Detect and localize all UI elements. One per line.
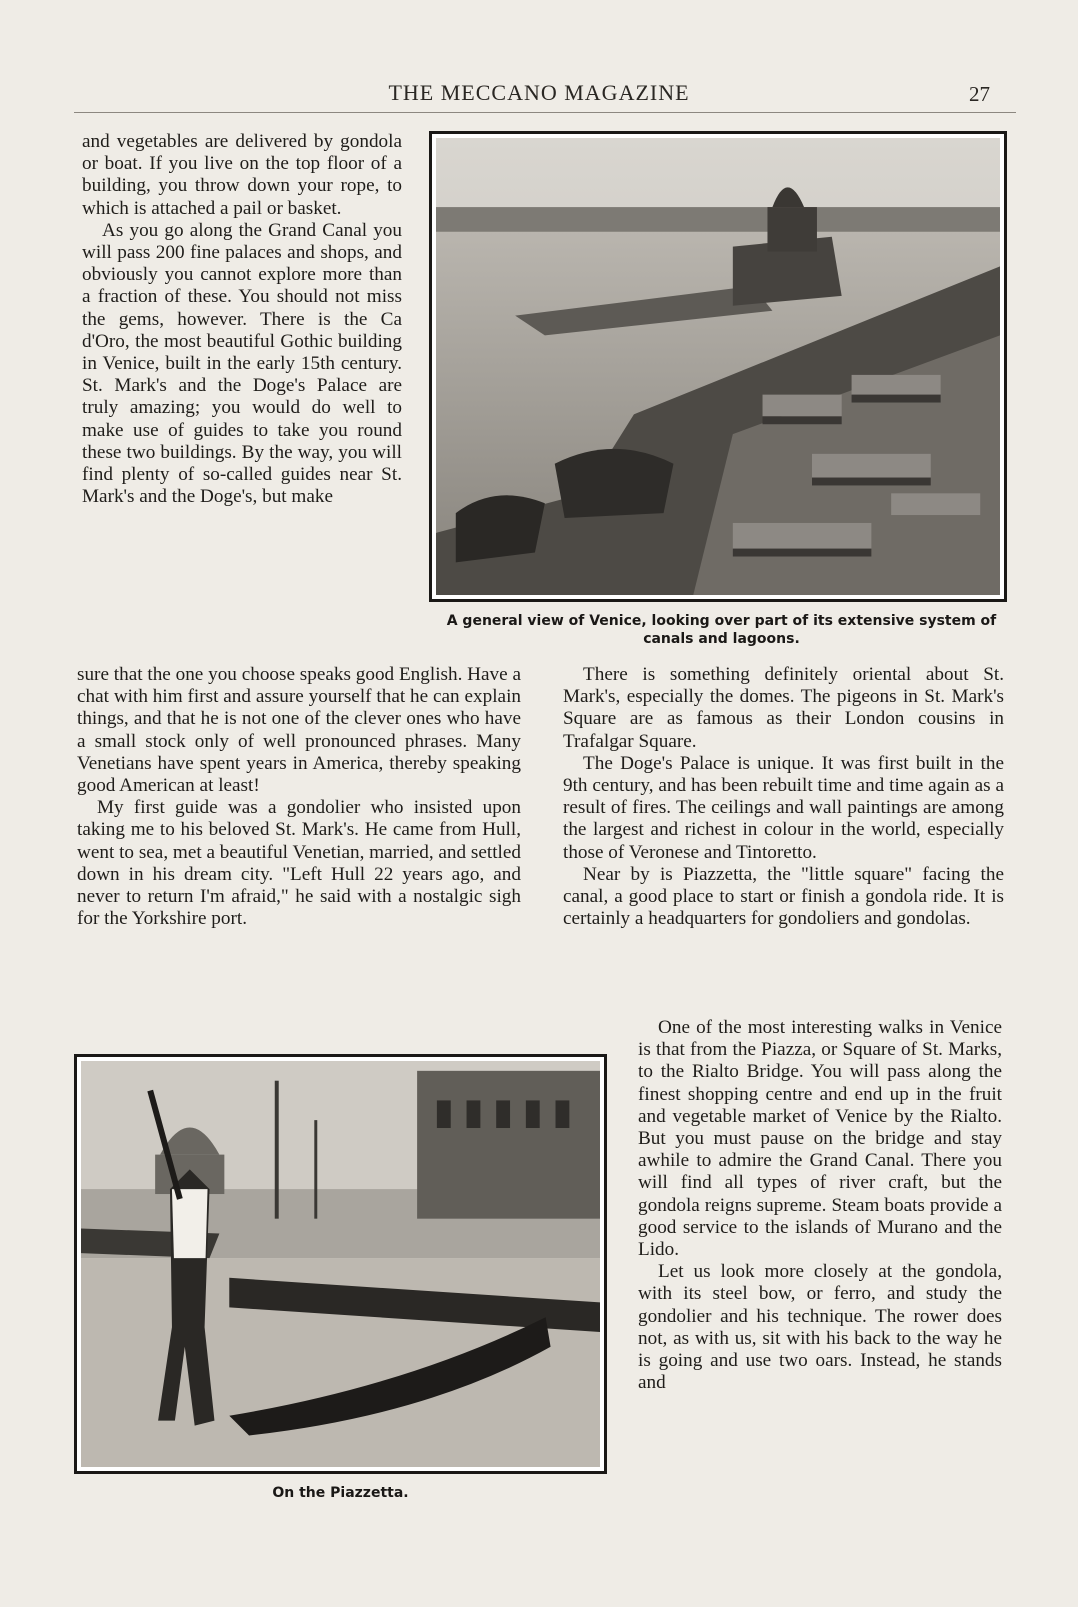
paragraph: There is something definitely oriental about St. Mark's, especially the domes. The pigeons in St. Mark's Square are as famous as their London cousins in Trafalgar Square.: [563, 664, 1004, 752]
piazzetta-caption: On the Piazzetta.: [272, 1485, 409, 1501]
page-number: 27: [969, 82, 990, 106]
paragraph: Let us look more closely at the gondola, with its steel bow, or ferro, and study the gondolier and his technique. The rower does not, as with us, sit with his back to the way he is going and use two oars. Instead, he stands and: [638, 1261, 1002, 1394]
venice-view-caption: A general view of Venice, looking over part of its extensive system of canals and lagoons.: [446, 613, 997, 647]
paragraph: sure that the one you choose speaks good English. Have a chat with him first and assure yourself that he can explain things, and that he is not one of the clever ones who have a small stock only of well pronounced phrases. Many Venetians have spent years in America, thereby speaking good American at least!: [77, 664, 521, 797]
column-mid-left: [77, 664, 521, 930]
column-mid-right: [563, 664, 1004, 930]
venice-view-photo: [429, 131, 1007, 602]
piazzetta-photo: [74, 1054, 607, 1474]
venice-aerial-image: [436, 138, 1000, 595]
column-bottom-right: [638, 1017, 1002, 1394]
paragraph: Near by is Piazzetta, the "little square" facing the canal, a good place to start or finish a gondola ride. It is certainly a headquarters for gondoliers and gondolas.: [563, 863, 1004, 930]
header-rule: [74, 112, 1016, 113]
paragraph: My first guide was a gondolier who insisted upon taking me to his beloved St. Mark's. He came from Hull, went to sea, met a beautiful Venetian, married, and settled down in his dream city. "Left Hull 22 years ago, and never to return I'm afraid," he said with a nostalgic sigh for the Yorkshire port.: [77, 797, 521, 930]
column-top-left: [82, 131, 402, 508]
piazzetta-image: [81, 1061, 600, 1467]
paragraph: and vegetables are delivered by gondola or boat. If you live on the top floor of a building, you throw down your rope, to which is attached a pail or basket.: [82, 131, 402, 219]
paragraph: The Doge's Palace is unique. It was first built in the 9th century, and has been rebuilt time and time again as a result of fires. The ceilings and wall paintings are among the largest and richest in colour in the world, especially those of Veronese and Tintoretto.: [563, 752, 1004, 863]
paragraph: As you go along the Grand Canal you will pass 200 fine palaces and shops, and obviously you cannot explore more than a fraction of these. You should not miss the gems, however. There is the Ca d'Oro, the most beautiful Gothic building in Venice, built in the early 15th century. St. Mark's and the Doge's Palace are truly amazing; you would do well to make use of guides to take you round these two buildings. By the way, you will find plenty of so-called guides near St. Mark's and the Doge's, but make: [82, 219, 402, 508]
paragraph: One of the most interesting walks in Venice is that from the Piazza, or Square of St. Marks, to the Rialto Bridge. You will pass along the finest shopping centre and end up in the fruit and vegetable market of Venice by the Rialto. But you must pause on the bridge and stay awhile to admire the Grand Canal. There you will find all types of river craft, but the gondola reigns supreme. Steam boats provide a good service to the islands of Murano and the Lido.: [638, 1017, 1002, 1261]
running-title: THE MECCANO MAGAZINE: [388, 80, 690, 105]
